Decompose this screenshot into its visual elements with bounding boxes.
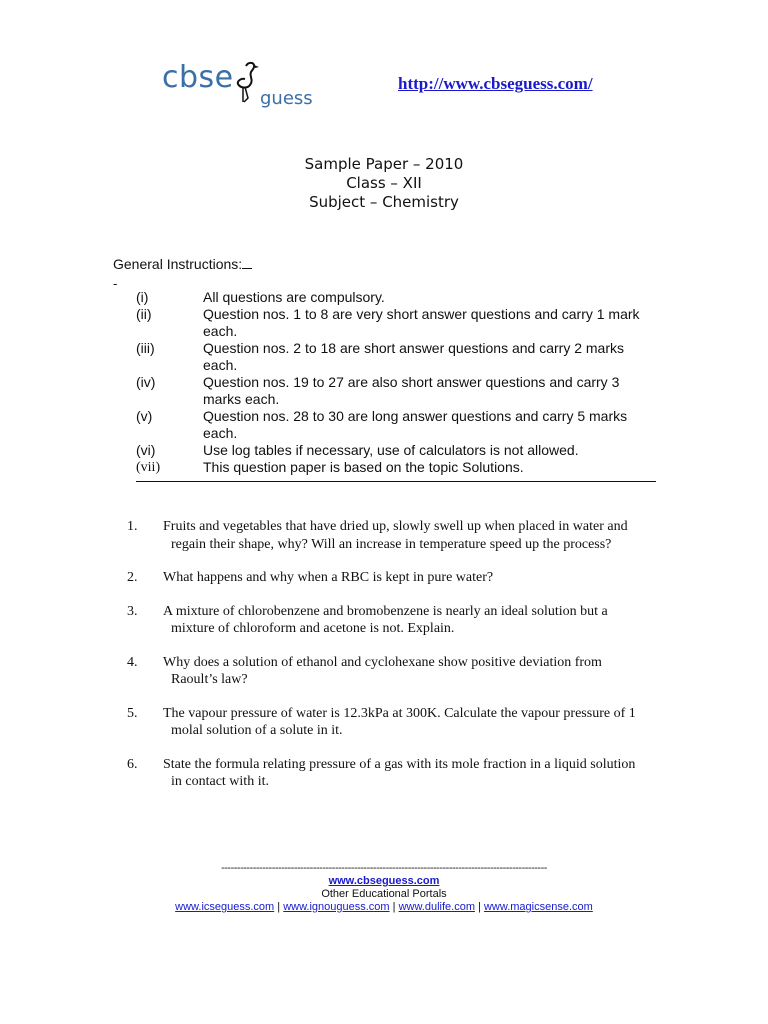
instruction-number: (vii) (136, 460, 161, 475)
instruction-text: Question nos. 19 to 27 are also short answer questions and carry 3 marks each. (203, 374, 620, 407)
instruction-text: Use log tables if necessary, use of calculators is not allowed. (203, 442, 579, 458)
footer-link-dulife[interactable]: www.dulife.com (398, 901, 475, 913)
footer-separator: | (392, 901, 396, 913)
question-number: 6. (127, 756, 138, 772)
footer-link-ignouguess[interactable]: www.ignouguess.com (283, 901, 390, 913)
question-text: The vapour pressure of water is 12.3kPa at 300K. Calculate the vapour pressure of 1 molal solution of a solute in it. (163, 705, 636, 738)
instructions-dash: - (113, 276, 118, 291)
general-instructions-heading (113, 256, 252, 272)
instruction-number: (v) (136, 408, 153, 424)
general-instructions-label: General Instructions: (113, 256, 243, 272)
question-item (127, 603, 647, 638)
class-line: Class – XII (346, 174, 422, 192)
instruction-item (136, 459, 656, 476)
instruction-number: (i) (136, 289, 149, 305)
instruction-item (136, 374, 656, 408)
instruction-number: (vi) (136, 442, 156, 458)
question-text: What happens and why when a RBC is kept in pure water? (163, 570, 494, 585)
cbseguess-logo (162, 60, 332, 120)
instruction-text: Question nos. 1 to 8 are very short answer questions and carry 1 mark each. (203, 306, 640, 339)
question-item (127, 518, 647, 553)
instruction-text: This question paper is based on the topic Solutions. (203, 459, 524, 475)
instruction-number: (iv) (136, 374, 156, 390)
question-number: 5. (127, 705, 138, 721)
footer-rule: ------------------------------------------------------------------------------------------------------- (221, 862, 547, 874)
instruction-item (136, 289, 656, 306)
footer-separator: | (277, 901, 281, 913)
question-item (127, 569, 647, 587)
question-item (127, 756, 647, 791)
instruction-item (136, 442, 656, 459)
instruction-text: All questions are compulsory. (203, 289, 385, 305)
question-number: 3. (127, 603, 138, 619)
instruction-text: Question nos. 28 to 30 are long answer questions and carry 5 marks each. (203, 408, 628, 441)
instruction-text: Question nos. 2 to 18 are short answer questions and carry 2 marks each. (203, 340, 624, 373)
question-text: Why does a solution of ethanol and cyclohexane show positive deviation from Raoult’s law? (163, 654, 602, 687)
instruction-item (136, 340, 656, 374)
footer-main-link[interactable]: www.cbseguess.com (328, 875, 440, 887)
question-item (127, 705, 647, 740)
instruction-number: (ii) (136, 306, 152, 322)
footer-portals-label: Other Educational Portals (321, 888, 447, 900)
question-number: 1. (127, 519, 138, 534)
subject-line: Subject – Chemistry (309, 193, 459, 211)
footer-link-magicsense[interactable]: www.magicsense.com (483, 901, 593, 913)
site-url-link[interactable]: http://www.cbseguess.com/ (398, 74, 593, 93)
footer-separator: | (478, 901, 481, 913)
page-footer (0, 862, 768, 914)
footer-portal-links (0, 901, 768, 914)
question-text: State the formula relating pressure of a gas with its mole fraction in a liquid solution in contact with it. (163, 756, 636, 789)
question-text: A mixture of chlorobenzene and bromobenzene is nearly an ideal solution but a mixture of chloroform and acetone is not. Explain. (163, 603, 608, 636)
question-number: 2. (127, 570, 138, 585)
question-text: Fruits and vegetables that have dried up, slowly swell up when placed in water and regain their shape, why? Will an increase in temperature speed up the process? (163, 519, 628, 552)
instruction-number: (iii) (136, 340, 155, 356)
question-number: 4. (127, 654, 138, 670)
footer-link-icseguess[interactable]: www.icseguess.com (175, 901, 275, 913)
instructions-divider (136, 481, 656, 482)
logo-cbse-text: cbse (162, 60, 234, 95)
instruction-item (136, 306, 656, 340)
question-item (127, 654, 647, 689)
instructions-list (136, 289, 656, 476)
instruction-item (136, 408, 656, 442)
logo-guess-text: guess (260, 88, 313, 109)
questions-list (127, 518, 647, 807)
paper-title: Sample Paper – 2010 (304, 155, 464, 173)
flamingo-icon (228, 60, 264, 108)
